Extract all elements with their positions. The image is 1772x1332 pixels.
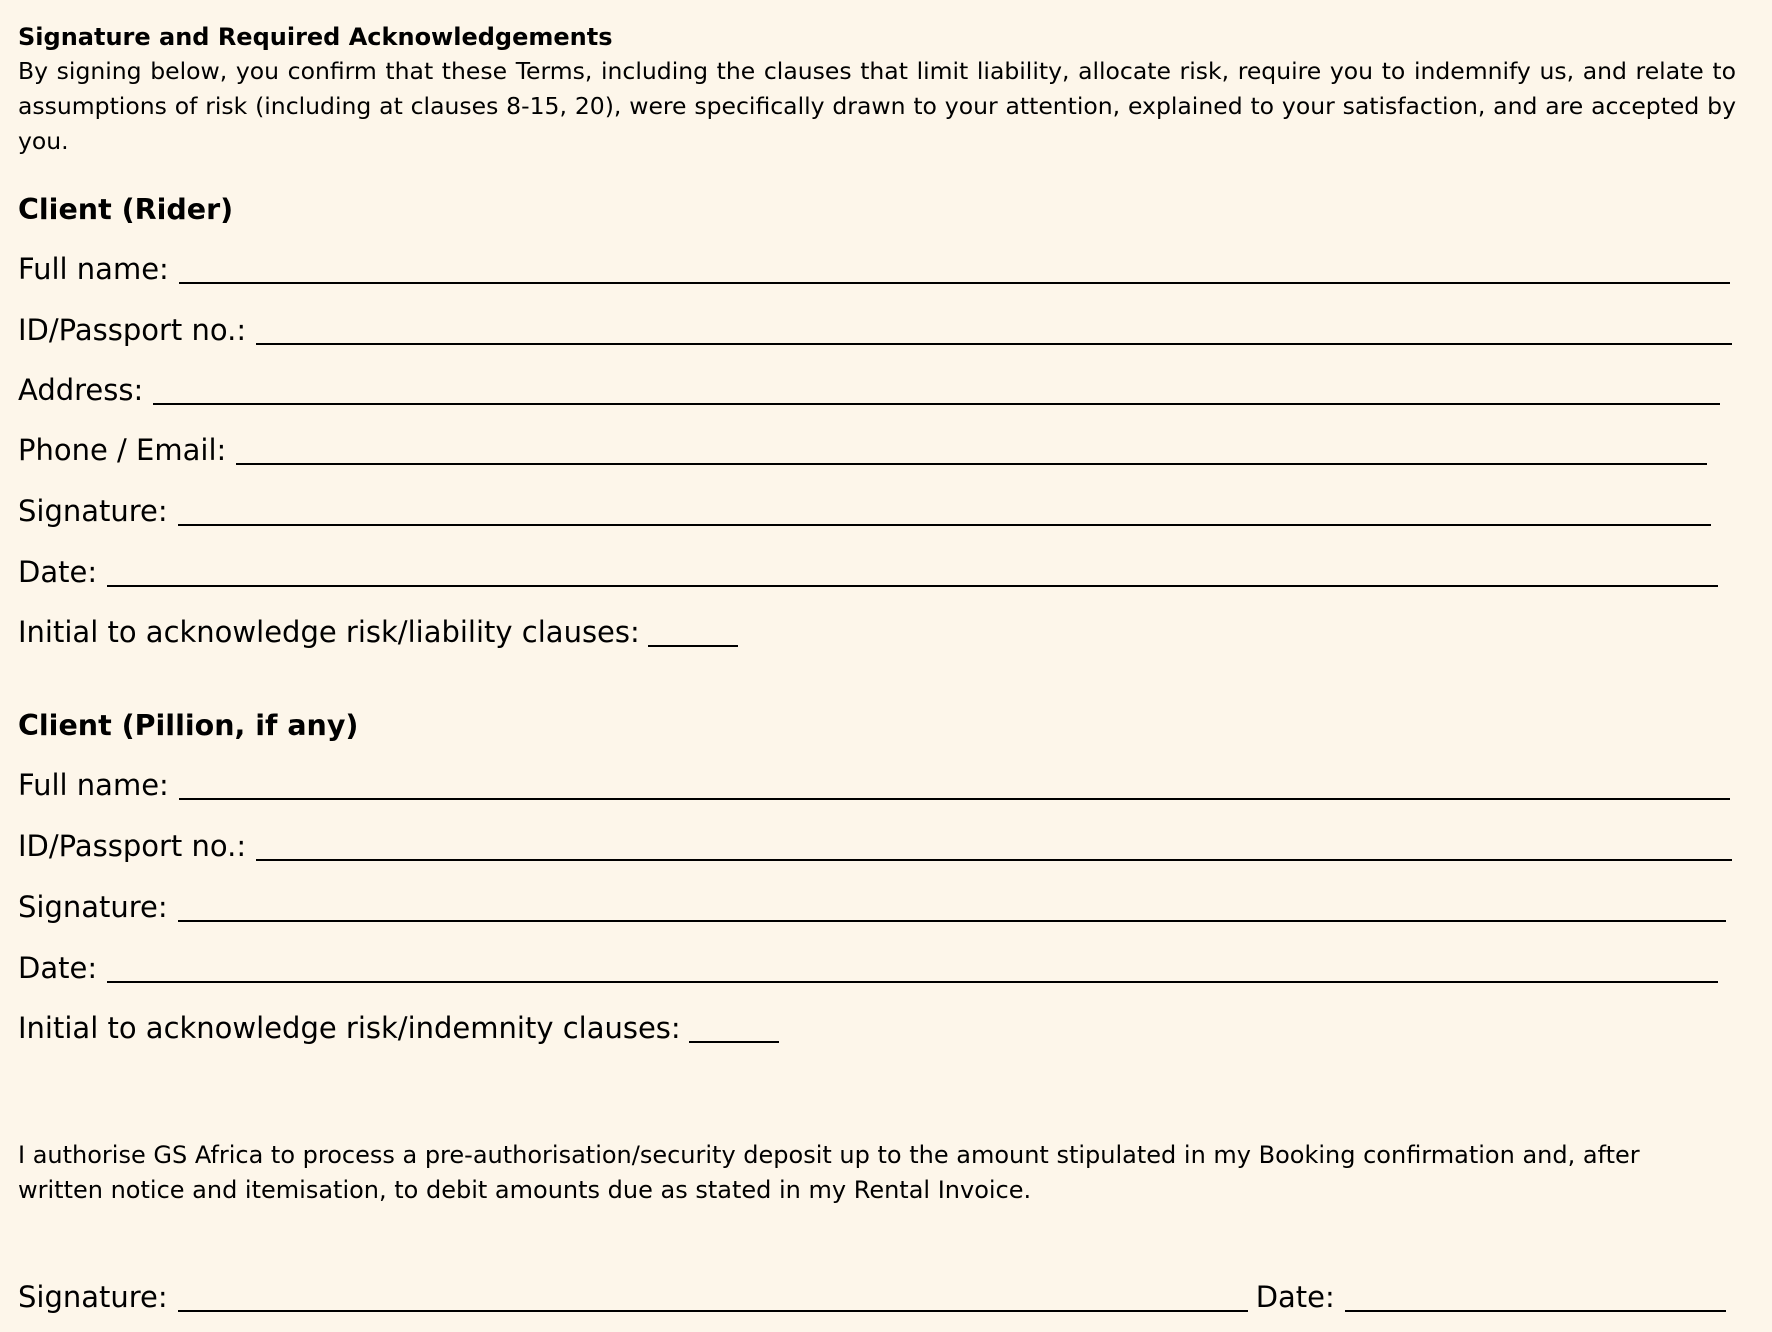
rider-contact-label: Phone / Email: — [18, 433, 227, 467]
pillion-initial-field — [18, 1009, 779, 1047]
pillion-signature-line[interactable] — [178, 920, 1726, 922]
pillion-full-name-line[interactable] — [179, 798, 1730, 800]
pillion-date-label: Date: — [18, 951, 98, 985]
rider-full-name-line[interactable] — [179, 282, 1730, 284]
pillion-id-label: ID/Passport no.: — [18, 829, 247, 863]
rider-section-title: Client (Rider) — [18, 193, 234, 226]
rider-initial-label: Initial to acknowledge risk/liability clauses: — [18, 615, 640, 649]
pillion-signature-label: Signature: — [18, 890, 168, 924]
authorisation-date-label: Date: — [1255, 1280, 1335, 1314]
rider-id-label: ID/Passport no.: — [18, 313, 247, 347]
authorisation-signature-line[interactable] — [178, 1310, 1248, 1312]
pillion-full-name-label: Full name: — [18, 768, 169, 802]
pillion-full-name-field — [18, 766, 1730, 804]
pillion-date-field — [18, 949, 1718, 987]
rider-signature-line[interactable] — [178, 524, 1711, 526]
rider-signature-label: Signature: — [18, 494, 168, 528]
page-heading: Signature and Required Acknowledgements — [18, 23, 613, 51]
rider-contact-field — [18, 431, 1707, 469]
rider-address-field — [18, 371, 1720, 409]
rider-initial-line[interactable] — [648, 645, 738, 647]
authorisation-signature-label: Signature: — [18, 1280, 168, 1314]
rider-address-line[interactable] — [153, 403, 1720, 405]
deposit-authorisation-text: I authorise GS Africa to process a pre-authorisation/security deposit up to the amount stipulated in my Booking confirmation and, after written notice and itemisation, to debit amounts due as stated in my Rental Invoice. — [18, 1141, 1640, 1204]
acknowledgement-paragraph: By signing below, you confirm that these Terms, including the clauses that limit liability, allocate risk, require you to indemnify us, and relate to assumptions of risk (including at clauses 8-15, 20), were specifically drawn to your attention, explained to your satisfaction, and are accepted by you. — [18, 57, 1736, 155]
pillion-date-line[interactable] — [107, 981, 1718, 983]
rider-id-line[interactable] — [256, 343, 1732, 345]
rider-full-name-field — [18, 250, 1730, 288]
rider-initial-field — [18, 613, 738, 651]
pillion-signature-field — [18, 888, 1726, 926]
pillion-id-line[interactable] — [256, 859, 1732, 861]
rider-address-label: Address: — [18, 373, 144, 407]
authorisation-signature-row — [18, 1278, 1726, 1316]
pillion-id-field — [18, 827, 1732, 865]
authorisation-date-line[interactable] — [1345, 1310, 1726, 1312]
pillion-section-title: Client (Pillion, if any) — [18, 709, 359, 742]
rider-id-field — [18, 311, 1732, 349]
rider-contact-line[interactable] — [236, 463, 1707, 465]
rider-date-field — [18, 553, 1718, 591]
rider-signature-field — [18, 492, 1711, 530]
pillion-initial-label: Initial to acknowledge risk/indemnity clauses: — [18, 1011, 681, 1045]
pillion-initial-line[interactable] — [689, 1041, 779, 1043]
rider-date-label: Date: — [18, 555, 98, 589]
rider-full-name-label: Full name: — [18, 252, 169, 286]
rider-date-line[interactable] — [107, 585, 1718, 587]
